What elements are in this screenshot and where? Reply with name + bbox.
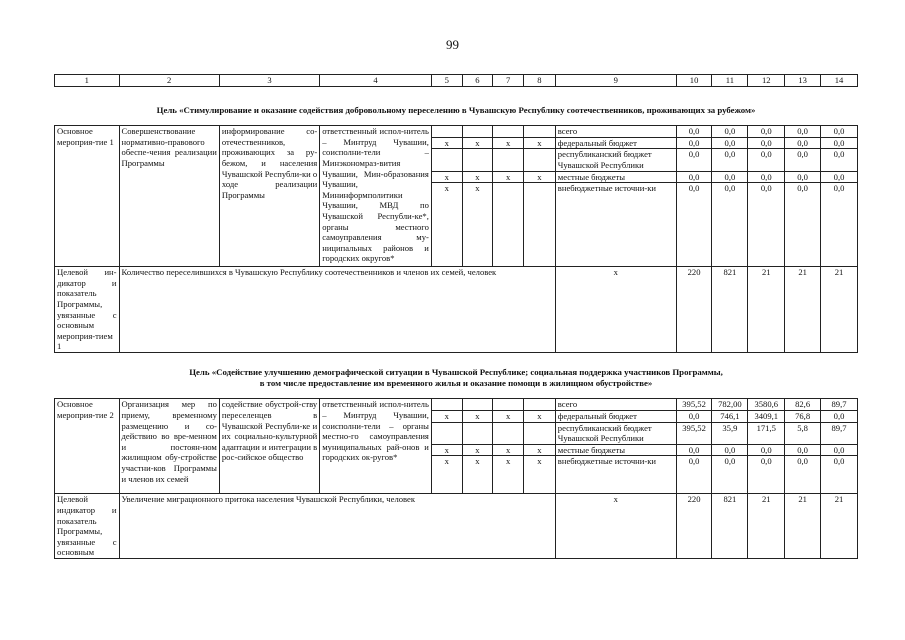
goal-heading-1: Цель «Стимулирование и оказание содействия добровольному переселению в Чувашскую Республику соотечественников, проживающих за рубежом» <box>156 104 756 115</box>
value-cell: 0,0 <box>821 183 858 267</box>
event-1-purpose: информирование со-отечественников, проживающих за ру-бежом, и населения Чувашской Республи-ки о ходе реализации Программы <box>219 126 319 267</box>
value-cell: 0,0 <box>676 149 712 171</box>
value-cell: 0,0 <box>712 456 748 494</box>
value-cell: 0,0 <box>712 149 748 171</box>
value-cell: 0,0 <box>821 410 858 422</box>
value-cell: 0,0 <box>712 171 748 183</box>
code-cell <box>462 399 493 411</box>
value-cell: 0,0 <box>785 137 821 149</box>
funding-source: федеральный бюджет <box>555 410 676 422</box>
goal-heading-2-line-2: в том числе предоставление им временного жилья и оказание помощи в жилищном обустройстве» <box>259 377 653 388</box>
funding-source: республиканский бюджет Чувашской Республики <box>555 422 676 444</box>
code-cell: x <box>524 171 556 183</box>
value-cell: 21 <box>785 267 821 353</box>
column-number: 9 <box>555 75 676 87</box>
code-cell <box>431 149 462 171</box>
code-cell: x <box>462 410 493 422</box>
column-number: 2 <box>119 75 219 87</box>
event-2-executor: ответственный испол-нитель – Минтруд Чувашии, соисполни-тели – органы местно-го самоуправления муниципальных рай-онов и городских ок-ругов* <box>320 399 432 494</box>
code-cell <box>493 399 524 411</box>
value-cell: 0,0 <box>676 410 712 422</box>
value-cell: 21 <box>821 494 858 559</box>
value-cell: 395,52 <box>676 422 712 444</box>
column-number: 11 <box>712 75 748 87</box>
event-1-executor: ответственный испол-нитель – Минтруд Чувашии, соисполни-тели – Минэкономраз-вития Чувашии, Мин-образования Чувашии, Мининформполитики Чувашии, МВД по Чувашской Республи-ке*, органы местного самоуправления му-ниципальных районов и городских округов* <box>320 126 432 267</box>
code-cell: x <box>462 183 493 267</box>
code-cell: x <box>493 456 524 494</box>
value-cell: 21 <box>785 494 821 559</box>
code-cell: x <box>462 171 493 183</box>
value-cell: 746,1 <box>712 410 748 422</box>
funding-source: всего <box>555 399 676 411</box>
event-2-title: Организация мер по приему, временному размещению и со-действию во вре-менном и постоян-ном жилищном обу-стройстве участни-ков Программы и членов их семей <box>119 399 219 494</box>
code-cell <box>524 149 556 171</box>
indicator-2-text: Увеличение миграционного притока населения Чувашской Республики, человек <box>119 494 555 559</box>
value-cell: 0,0 <box>748 444 785 456</box>
funding-source: республиканский бюджет Чувашской Республики <box>555 149 676 171</box>
column-number: 14 <box>821 75 858 87</box>
column-number-row <box>55 75 858 87</box>
value-cell: 821 <box>712 267 748 353</box>
column-number: 1 <box>55 75 120 87</box>
indicator-row-2 <box>55 494 858 559</box>
funding-source: местные бюджеты <box>555 171 676 183</box>
value-cell: 0,0 <box>748 183 785 267</box>
column-number: 7 <box>493 75 524 87</box>
code-cell <box>493 183 524 267</box>
value-cell: 171,5 <box>748 422 785 444</box>
column-number: 4 <box>320 75 432 87</box>
column-number: 10 <box>676 75 712 87</box>
code-cell <box>462 422 493 444</box>
code-cell: x <box>524 444 556 456</box>
value-cell: 0,0 <box>676 183 712 267</box>
code-cell: x <box>524 137 556 149</box>
code-cell <box>524 399 556 411</box>
value-cell: 21 <box>748 494 785 559</box>
code-cell: x <box>493 410 524 422</box>
column-number: 5 <box>431 75 462 87</box>
value-cell: 0,0 <box>821 171 858 183</box>
code-cell: x <box>431 137 462 149</box>
value-cell: 0,0 <box>676 456 712 494</box>
value-cell: 395,52 <box>676 399 712 411</box>
value-cell: 0,0 <box>748 137 785 149</box>
program-table-upper <box>54 74 858 559</box>
value-cell: 0,0 <box>785 456 821 494</box>
column-number: 8 <box>524 75 556 87</box>
funding-source: федеральный бюджет <box>555 137 676 149</box>
value-cell: 821 <box>712 494 748 559</box>
value-cell: 220 <box>676 494 712 559</box>
value-cell: 0,0 <box>676 444 712 456</box>
value-cell: 0,0 <box>748 126 785 138</box>
code-cell: x <box>431 444 462 456</box>
column-number: 3 <box>219 75 319 87</box>
code-cell: x <box>524 410 556 422</box>
value-cell: 220 <box>676 267 712 353</box>
column-number: 12 <box>748 75 785 87</box>
value-cell: 21 <box>821 267 858 353</box>
code-cell <box>524 126 556 138</box>
event-1-name: Основное мероприя-тие 1 <box>55 126 120 267</box>
value-cell: 35,9 <box>712 422 748 444</box>
column-number: 6 <box>462 75 493 87</box>
code-cell <box>493 149 524 171</box>
value-cell: 0,0 <box>676 171 712 183</box>
code-cell <box>431 126 462 138</box>
value-cell: 0,0 <box>712 183 748 267</box>
value-cell: 82,6 <box>785 399 821 411</box>
code-cell: x <box>462 456 493 494</box>
value-cell: 0,0 <box>712 444 748 456</box>
value-cell: 5,8 <box>785 422 821 444</box>
code-cell <box>524 422 556 444</box>
value-cell: 0,0 <box>785 183 821 267</box>
code-cell <box>462 149 493 171</box>
event-2-name: Основное мероприя-тие 2 <box>55 399 120 494</box>
code-cell <box>524 183 556 267</box>
indicator-2-mark: x <box>555 494 676 559</box>
value-cell: 0,0 <box>748 456 785 494</box>
code-cell <box>493 126 524 138</box>
code-cell: x <box>524 456 556 494</box>
value-cell: 21 <box>748 267 785 353</box>
event-1-title: Совершенствование нормативно-правового обеспе-чения реализации Программы <box>119 126 219 267</box>
indicator-2-name: Целевой индикатор и показатель Программы, увязанные с основным <box>55 494 120 559</box>
value-cell: 0,0 <box>785 126 821 138</box>
value-cell: 0,0 <box>821 149 858 171</box>
value-cell: 0,0 <box>676 137 712 149</box>
code-cell: x <box>431 410 462 422</box>
code-cell <box>462 126 493 138</box>
value-cell: 3580,6 <box>748 399 785 411</box>
code-cell <box>431 399 462 411</box>
code-cell: x <box>493 444 524 456</box>
indicator-1-mark: x <box>555 267 676 353</box>
value-cell: 0,0 <box>821 456 858 494</box>
indicator-row-1 <box>55 267 858 353</box>
value-cell: 0,0 <box>821 126 858 138</box>
value-cell: 0,0 <box>785 444 821 456</box>
value-cell: 0,0 <box>748 171 785 183</box>
code-cell: x <box>431 183 462 267</box>
funding-source: всего <box>555 126 676 138</box>
page-number: 99 <box>446 37 459 52</box>
code-cell: x <box>431 456 462 494</box>
value-cell: 0,0 <box>676 126 712 138</box>
value-cell: 0,0 <box>821 137 858 149</box>
value-cell: 3409,1 <box>748 410 785 422</box>
indicator-1-text: Количество переселившихся в Чувашскую Республику соотечественников и членов их семей, человек <box>119 267 555 353</box>
column-number: 13 <box>785 75 821 87</box>
code-cell <box>431 422 462 444</box>
value-cell: 89,7 <box>821 422 858 444</box>
funding-source: внебюджетные источни-ки <box>555 456 676 494</box>
value-cell: 89,7 <box>821 399 858 411</box>
code-cell <box>493 422 524 444</box>
value-cell: 0,0 <box>821 444 858 456</box>
code-cell: x <box>431 171 462 183</box>
code-cell: x <box>462 444 493 456</box>
value-cell: 782,00 <box>712 399 748 411</box>
code-cell: x <box>462 137 493 149</box>
value-cell: 0,0 <box>748 149 785 171</box>
funding-source: местные бюджеты <box>555 444 676 456</box>
code-cell: x <box>493 137 524 149</box>
code-cell: x <box>493 171 524 183</box>
event-2-purpose: содействие обустрой-ству переселенцев в Чувашской Республи-ке и их социально-культурной адаптации и интеграции в рос-сийское общество <box>219 399 319 494</box>
value-cell: 76,8 <box>785 410 821 422</box>
value-cell: 0,0 <box>785 149 821 171</box>
value-cell: 0,0 <box>712 126 748 138</box>
goal-heading-2-line-1: Цель «Содействие улучшению демографической ситуации в Чувашской Республике; социальная поддержка участников Программы, <box>189 367 723 378</box>
value-cell: 0,0 <box>785 171 821 183</box>
indicator-1-name: Целевой ин-дикатор и показатель Программы, увязанные с основным мероприя-тием 1 <box>55 267 120 353</box>
funding-source: внебюджетные источни-ки <box>555 183 676 267</box>
value-cell: 0,0 <box>712 137 748 149</box>
